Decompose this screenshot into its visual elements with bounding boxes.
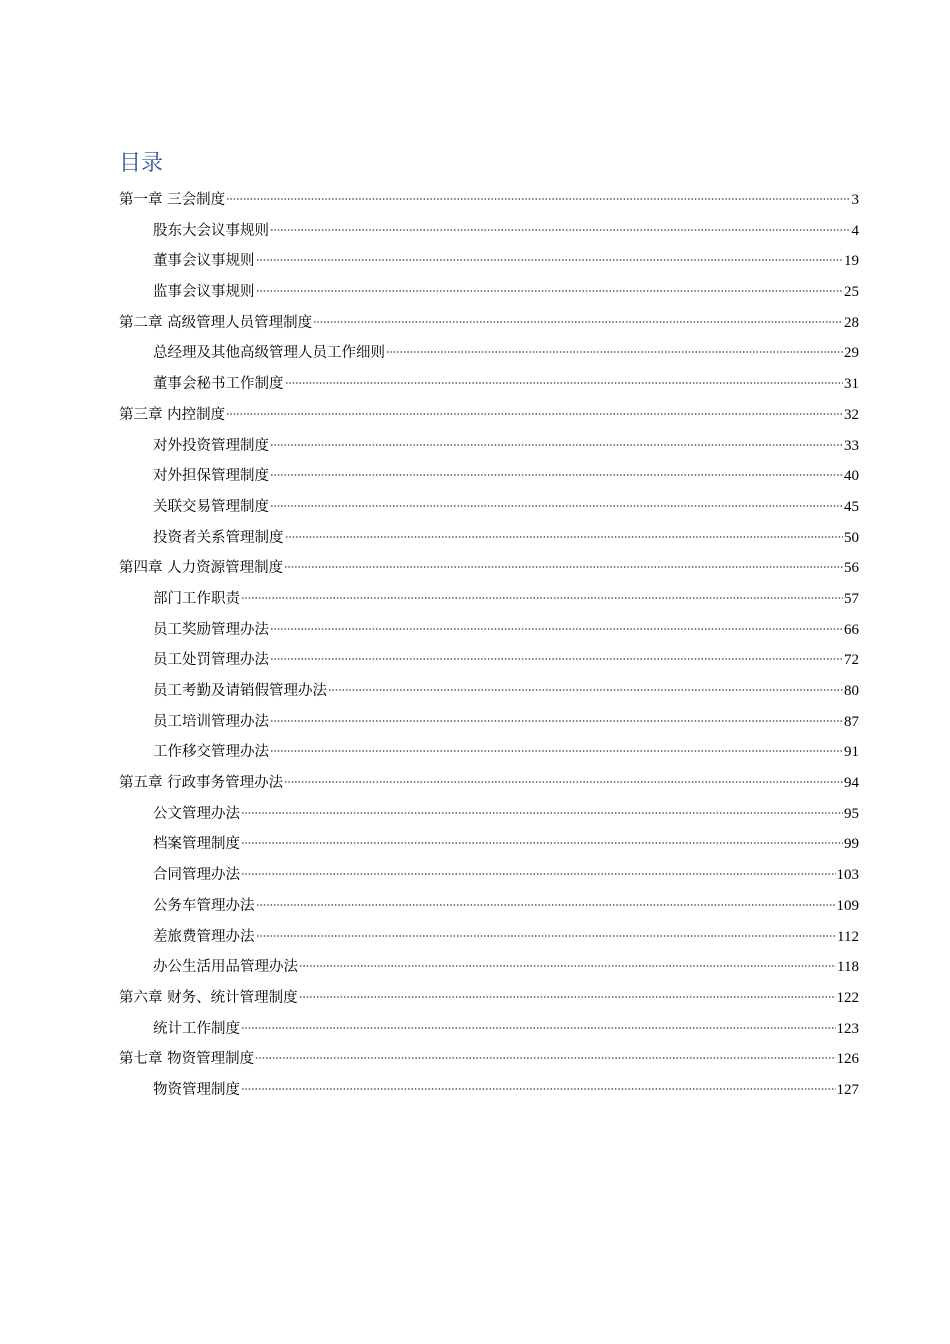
toc-section-entry[interactable] (119, 431, 859, 462)
toc-page-number: 99 (844, 836, 859, 853)
toc-page-number: 112 (837, 928, 859, 945)
toc-list (119, 185, 859, 1106)
toc-page-number: 127 (836, 1081, 859, 1098)
toc-page-number: 19 (844, 253, 859, 270)
toc-chapter-entry[interactable] (119, 768, 859, 799)
toc-section-entry[interactable] (119, 860, 859, 891)
toc-page-number: 126 (836, 1051, 859, 1068)
toc-page-number: 45 (844, 498, 859, 515)
toc-dot-leader (256, 259, 844, 261)
toc-dot-leader (226, 413, 843, 415)
toc-entry-label: 第三章 内控制度 (119, 406, 226, 423)
toc-entry-label: 对外投资管理制度 (153, 437, 269, 454)
toc-dot-leader (284, 566, 843, 568)
toc-chapter-entry[interactable] (119, 553, 859, 584)
toc-entry-label: 工作移交管理办法 (153, 744, 269, 761)
toc-entry-label: 统计工作制度 (153, 1020, 240, 1037)
toc-chapter-entry[interactable] (119, 185, 859, 216)
toc-section-entry[interactable] (119, 369, 859, 400)
toc-entry-label: 股东大会议事规则 (153, 222, 269, 239)
toc-entry-label: 差旅费管理办法 (153, 928, 255, 945)
toc-dot-leader (284, 781, 843, 783)
toc-dot-leader (313, 321, 843, 323)
toc-dot-leader (270, 444, 843, 446)
toc-section-entry[interactable] (119, 952, 859, 983)
toc-section-entry[interactable] (119, 829, 859, 860)
toc-section-entry[interactable] (119, 1014, 859, 1045)
toc-dot-leader (241, 1027, 836, 1029)
toc-entry-label: 员工奖励管理办法 (153, 621, 269, 638)
toc-entry-label: 第六章 财务、统计管理制度 (119, 989, 298, 1006)
toc-entry-label: 合同管理办法 (153, 867, 240, 884)
toc-section-entry[interactable] (119, 615, 859, 646)
toc-entry-label: 部门工作职责 (153, 590, 240, 607)
toc-page-number: 118 (837, 959, 859, 976)
toc-page-number: 66 (844, 621, 859, 638)
toc-page-number: 57 (844, 590, 859, 607)
toc-dot-leader (270, 505, 843, 507)
toc-entry-label: 公文管理办法 (153, 805, 240, 822)
toc-page-number: 72 (844, 652, 859, 669)
toc-dot-leader (241, 597, 843, 599)
toc-entry-label: 对外担保管理制度 (153, 468, 269, 485)
toc-section-entry[interactable] (119, 1075, 859, 1106)
toc-dot-leader (241, 842, 843, 844)
toc-entry-label: 员工考勤及请销假管理办法 (153, 683, 327, 699)
toc-section-entry[interactable] (119, 216, 859, 247)
toc-section-entry[interactable] (119, 461, 859, 492)
toc-title: 目录 (119, 151, 164, 176)
toc-entry-label: 投资者关系管理制度 (153, 529, 284, 546)
toc-dot-leader (241, 1088, 836, 1090)
toc-dot-leader (256, 904, 836, 906)
toc-dot-leader (270, 658, 843, 660)
toc-entry-label: 第七章 物资管理制度 (119, 1051, 255, 1068)
toc-section-entry[interactable] (119, 492, 859, 523)
toc-page-number: 4 (851, 222, 859, 239)
toc-dot-leader (256, 935, 837, 937)
toc-entry-label: 公务车管理办法 (153, 897, 255, 914)
toc-chapter-entry[interactable] (119, 400, 859, 431)
toc-page-number: 29 (844, 345, 859, 362)
toc-chapter-entry[interactable] (119, 1044, 859, 1075)
toc-entry-label: 监事会议事规则 (153, 284, 255, 301)
toc-page-number: 94 (844, 775, 859, 792)
toc-dot-leader (270, 720, 843, 722)
toc-entry-label: 办公生活用品管理办法 (153, 959, 298, 976)
toc-entry-label: 总经理及其他高级管理人员工作细则 (153, 345, 385, 362)
toc-entry-label: 第一章 三会制度 (119, 192, 226, 208)
toc-dot-leader (270, 229, 851, 231)
toc-entry-label: 董事会秘书工作制度 (153, 376, 284, 393)
toc-dot-leader (270, 750, 843, 752)
toc-chapter-entry[interactable] (119, 983, 859, 1014)
toc-section-entry[interactable] (119, 707, 859, 738)
toc-dot-leader (255, 1057, 835, 1059)
toc-page-number: 122 (836, 989, 859, 1006)
toc-dot-leader (386, 351, 843, 353)
toc-page-number: 91 (844, 744, 859, 761)
toc-page-number: 56 (844, 560, 859, 577)
toc-entry-label: 物资管理制度 (153, 1081, 240, 1098)
toc-page-number: 80 (844, 683, 859, 699)
toc-section-entry[interactable] (119, 584, 859, 615)
toc-entry-label: 第五章 行政事务管理办法 (119, 775, 284, 792)
toc-section-entry[interactable] (119, 922, 859, 953)
toc-entry-label: 员工处罚管理办法 (153, 652, 269, 669)
toc-entry-label: 董事会议事规则 (153, 253, 255, 270)
toc-page-number: 50 (844, 529, 859, 546)
toc-page-number: 33 (844, 437, 859, 454)
toc-entry-label: 关联交易管理制度 (153, 498, 269, 515)
toc-dot-leader (285, 536, 844, 538)
toc-page-number: 87 (844, 713, 859, 730)
toc-section-entry[interactable] (119, 737, 859, 768)
toc-entry-label: 第四章 人力资源管理制度 (119, 560, 284, 577)
toc-page-number: 3 (851, 192, 859, 208)
toc-dot-leader (226, 198, 850, 200)
toc-dot-leader (241, 873, 836, 875)
toc-entry-label: 员工培训管理办法 (153, 713, 269, 730)
toc-page-number: 103 (836, 867, 859, 884)
toc-page-number: 40 (844, 468, 859, 485)
toc-section-entry[interactable] (119, 246, 859, 277)
toc-entry-label: 第二章 高级管理人员管理制度 (119, 314, 313, 331)
toc-dot-leader (285, 382, 844, 384)
toc-dot-leader (270, 474, 843, 476)
toc-chapter-entry[interactable] (119, 308, 859, 339)
toc-section-entry[interactable] (119, 799, 859, 830)
toc-section-entry[interactable] (119, 645, 859, 676)
toc-page-number: 28 (844, 314, 859, 331)
toc-section-entry[interactable] (119, 676, 859, 707)
toc-section-entry[interactable] (119, 338, 859, 369)
toc-page-number: 31 (844, 376, 859, 393)
toc-dot-leader (256, 290, 844, 292)
toc-page-number: 95 (844, 805, 859, 822)
toc-page-number: 123 (836, 1020, 859, 1037)
toc-page-number: 109 (836, 897, 859, 914)
toc-dot-leader (299, 965, 836, 967)
toc-section-entry[interactable] (119, 523, 859, 554)
toc-dot-leader (241, 812, 843, 814)
toc-section-entry[interactable] (119, 891, 859, 922)
toc-dot-leader (299, 996, 836, 998)
toc-page-number: 32 (844, 406, 859, 423)
toc-page-number: 25 (844, 284, 859, 301)
toc-section-entry[interactable] (119, 277, 859, 308)
toc-dot-leader (270, 628, 843, 630)
toc-entry-label: 档案管理制度 (153, 836, 240, 853)
toc-dot-leader (328, 689, 843, 691)
